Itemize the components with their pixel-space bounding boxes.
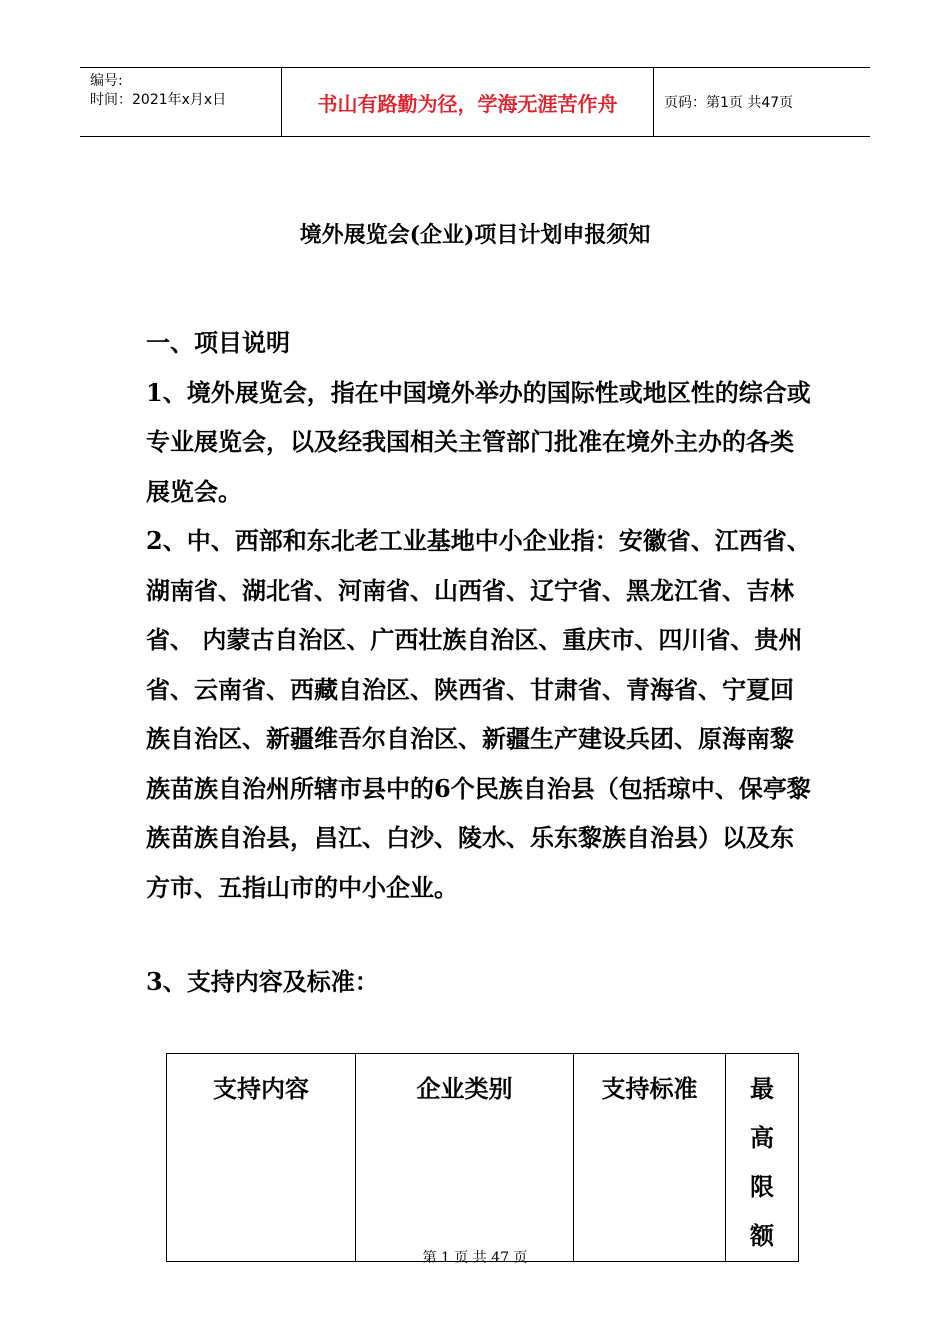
paragraph-item-2: 2、中、西部和东北老工业基地中小企业指：安徽省、江西省、湖南省、湖北省、河南省、山西省、辽宁省、黑龙江省、吉林省、 内蒙古自治区、广西壮族自治区、重庆市、四川省、贵州省、云南省、西藏自治区、陕西省、甘肃省、青海省、宁夏回族自治区、新疆维吾尔自治区、新疆生产建设兵团、原海南黎族苗族自治州所辖市县中的6个民族自治县（包括琼中、保亭黎族苗族自治县，昌江、白沙、陵水、乐东黎族自治县）以及东方市、五指山市的中小企业。 [146,526,811,902]
document-body [146,318,811,912]
header-page-info: 页码：第1页 共47页 [664,95,794,111]
date-label: 时间：2021年x月x日 [90,92,227,108]
number-label: 编号: [90,73,123,89]
page-footer: 第 1 页 共 47 页 [422,1250,528,1266]
document-title: 境外展览会(企业)项目计划申报须知 [299,222,651,248]
col-header-category: 企业类别 [356,1054,574,1262]
header-motto: 书山有路勤为径，学海无涯苦作舟 [281,68,654,136]
section-heading: 一、项目说明 [146,328,290,357]
header-meta [80,68,281,136]
paragraph-item-1: 1、境外展览会，指在中国境外举办的国际性或地区性的综合或专业展览会，以及经我国相关主管部门批准在境外主办的各类展览会。 [146,377,811,506]
table-header-row [167,1054,799,1262]
page-header [80,67,870,137]
paragraph-item-3: 3、支持内容及标准： [146,967,379,996]
col-header-content: 支持内容 [167,1054,356,1262]
support-table [166,1053,799,1262]
col-header-limit: 最高限额 [726,1054,799,1262]
col-header-standard: 支持标准 [574,1054,726,1262]
